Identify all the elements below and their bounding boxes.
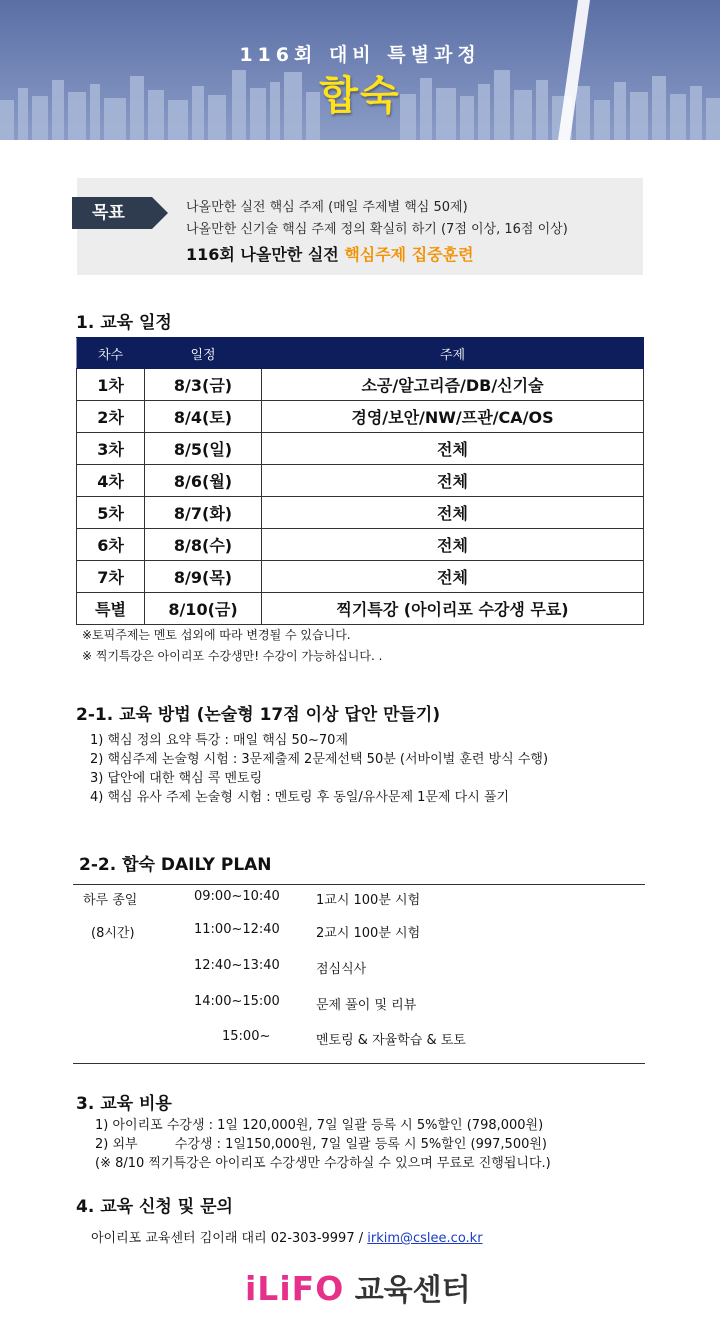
logo-suffix: 교육센터 [344, 1273, 471, 1308]
cell-topic: 전체 [262, 497, 644, 529]
header-topic: 주제 [262, 338, 644, 369]
schedule-heading: 1. 교육 일정 [76, 313, 172, 333]
header-date: 일정 [145, 338, 262, 369]
method-heading: 2-1. 교육 방법 (논술형 17점 이상 답안 만들기) [76, 705, 441, 725]
cell-session: 5차 [77, 497, 145, 529]
cell-topic: 소공/알고리즘/DB/신기술 [262, 369, 644, 401]
list-item: 2) 핵심주제 논술형 시험 : 3문제출제 2문제선택 50분 (서바이벌 훈련 방식 수행) [90, 752, 549, 767]
plan-time: 14:00~15:00 [194, 994, 280, 1009]
plan-heading: 2-2. 합숙 DAILY PLAN [79, 855, 272, 875]
logo-brand: iLiFO [245, 1269, 345, 1308]
list-item: 3) 답안에 대한 핵심 콕 멘토링 [90, 771, 263, 786]
cell-session: 1차 [77, 369, 145, 401]
banner-subtitle: 116회 대비 특별과정 [239, 44, 481, 66]
table-row [77, 593, 644, 625]
daily-plan-table [73, 884, 645, 1064]
cell-session: 2차 [77, 401, 145, 433]
cell-topic: 전체 [262, 529, 644, 561]
schedule-header-row [77, 338, 644, 369]
table-row [77, 497, 644, 529]
cell-date: 8/7(화) [145, 497, 262, 529]
plan-label-all-day: 하루 종일 [83, 893, 138, 908]
cell-date: 8/3(금) [145, 369, 262, 401]
header-banner [0, 0, 720, 140]
cell-date: 8/5(일) [145, 433, 262, 465]
plan-time: 12:40~13:40 [194, 958, 280, 973]
contact-info [91, 1227, 483, 1246]
goal-line-2: 나올만한 신기술 핵심 주제 정의 확실히 하기 (7점 이상, 16점 이상) [186, 222, 568, 237]
cell-topic: 전체 [262, 465, 644, 497]
cell-topic: 찍기특강 (아이리포 수강생 무료) [262, 593, 644, 625]
cost-line-1: 1) 아이리포 수강생 : 1일 120,000원, 7일 일괄 등록 시 5%할인 (798,000원) [95, 1118, 544, 1133]
schedule-note-1: ※토픽주제는 멘토 섭외에 따라 변경될 수 있습니다. [82, 628, 351, 642]
banner-title: 합숙 [319, 73, 401, 119]
contact-text: 아이리포 교육센터 김이래 대리 02-303-9997 / [91, 1231, 368, 1246]
plan-task: 2교시 100분 시험 [316, 926, 421, 941]
cell-date: 8/8(수) [145, 529, 262, 561]
cell-session: 특별 [77, 593, 145, 625]
plan-task: 점심식사 [316, 962, 367, 977]
cell-topic: 경영/보안/NW/프관/CA/OS [262, 401, 644, 433]
method-list [90, 731, 548, 807]
cell-session: 6차 [77, 529, 145, 561]
schedule-table [76, 337, 644, 625]
cell-date: 8/6(월) [145, 465, 262, 497]
plan-label-hours: (8시간) [91, 926, 135, 941]
table-row [77, 433, 644, 465]
cell-date: 8/9(목) [145, 561, 262, 593]
schedule-note-2: ※ 찍기특강은 아이리포 수강생만! 수강이 가능하십니다. . [82, 649, 383, 663]
cell-session: 7차 [77, 561, 145, 593]
cell-topic: 전체 [262, 433, 644, 465]
cell-topic: 전체 [262, 561, 644, 593]
goal-line-1: 나올만한 실전 핵심 주제 (매일 주제별 핵심 50제) [186, 200, 468, 215]
table-row [77, 369, 644, 401]
company-logo [245, 1265, 471, 1309]
table-row [77, 529, 644, 561]
contact-email-link[interactable]: irkim@cslee.co.kr [367, 1231, 483, 1246]
table-row [77, 401, 644, 433]
plan-task: 멘토링 & 자율학습 & 토토 [316, 1033, 466, 1048]
plan-time: 09:00~10:40 [194, 889, 280, 904]
list-item: 1) 핵심 정의 요약 특강 : 매일 핵심 50~70제 [90, 733, 349, 748]
plan-time: 15:00~ [222, 1029, 271, 1044]
cost-heading: 3. 교육 비용 [76, 1094, 172, 1114]
table-row [77, 465, 644, 497]
cell-session: 3차 [77, 433, 145, 465]
plan-task: 문제 풀이 및 리뷰 [316, 998, 417, 1013]
cell-date: 8/4(토) [145, 401, 262, 433]
cell-date: 8/10(금) [145, 593, 262, 625]
goal-line-3-main: 116회 나올만한 실전 [186, 245, 345, 264]
table-row [77, 561, 644, 593]
goal-line-3-highlight: 핵심주제 집중훈련 [344, 245, 474, 264]
list-item: 4) 핵심 유사 주제 논술형 시험 : 멘토링 후 동일/유사문제 1문제 다시 풀기 [90, 790, 510, 805]
cost-details [95, 1116, 551, 1173]
plan-time: 11:00~12:40 [194, 922, 280, 937]
cell-session: 4차 [77, 465, 145, 497]
plan-task: 1교시 100분 시험 [316, 893, 421, 908]
cost-line-3: (※ 8/10 찍기특강은 아이리포 수강생만 수강하실 수 있으며 무료로 진행됩니다.) [95, 1156, 551, 1171]
goal-line-3 [186, 242, 474, 265]
header-session: 차수 [77, 338, 145, 369]
goal-tag: 목표 [72, 197, 152, 229]
contact-heading: 4. 교육 신청 및 문의 [76, 1197, 233, 1217]
cost-line-2: 2) 외부 수강생 : 1일150,000원, 7일 일괄 등록 시 5%할인 (997,500원) [95, 1137, 547, 1152]
